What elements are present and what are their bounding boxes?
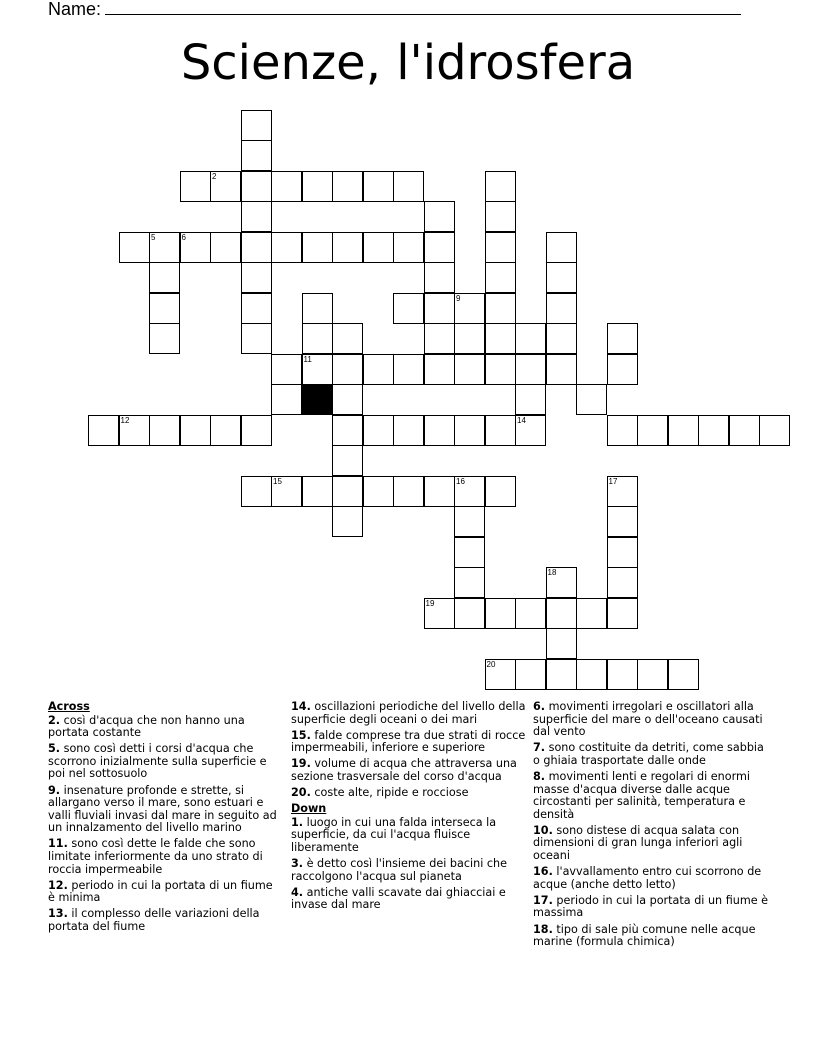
clue-number: 10.: [533, 823, 553, 837]
grid-cell[interactable]: [119, 415, 150, 446]
clue-number: 16.: [533, 865, 553, 879]
grid-cell[interactable]: [607, 567, 638, 598]
clue-number: 4.: [291, 885, 304, 899]
grid-cell[interactable]: [332, 476, 363, 507]
grid-cell[interactable]: [546, 293, 577, 324]
grid-cell[interactable]: [485, 323, 516, 354]
grid-cell[interactable]: [393, 476, 424, 507]
grid-cell[interactable]: [607, 415, 638, 446]
clue: [533, 924, 771, 949]
grid-cell[interactable]: [210, 171, 241, 202]
grid-cell[interactable]: [546, 354, 577, 385]
grid-cell[interactable]: [576, 659, 607, 690]
clue-number: 17: [608, 476, 618, 486]
clue: [533, 866, 771, 891]
clue-text: sono così detti i corsi d'acqua che scorrono inizialmente sulla superficie e poi nel sottosuolo: [48, 742, 267, 781]
grid-cell[interactable]: [88, 415, 119, 446]
clue-number: 9.: [48, 783, 61, 797]
grid-cell[interactable]: [668, 415, 699, 446]
clue-number: 14: [517, 415, 526, 425]
grid-cell[interactable]: [485, 415, 516, 446]
clues-column-3: [533, 701, 771, 952]
clue-number: 20: [486, 659, 496, 669]
black-cell: [302, 384, 333, 415]
clue-text: volume di acqua che attraversa una sezione trasversale del corso d'acqua: [291, 757, 517, 783]
clue: [48, 838, 280, 876]
clue-number: 12: [120, 415, 130, 425]
clue-text: sono distese di acqua salata con dimensioni di gran lunga inferiori agli oceani: [533, 823, 743, 863]
name-label: Name:: [48, 0, 102, 19]
grid-cell[interactable]: [180, 415, 211, 446]
grid-cell[interactable]: [241, 232, 272, 263]
clue-number: 2: [212, 171, 217, 181]
grid-cell[interactable]: [454, 293, 485, 324]
grid-cell[interactable]: [424, 476, 455, 507]
grid-cell[interactable]: [210, 415, 241, 446]
grid-cell[interactable]: [363, 476, 394, 507]
grid-cell[interactable]: [149, 262, 180, 293]
grid-cell[interactable]: [546, 323, 577, 354]
grid-cell[interactable]: [424, 415, 455, 446]
clue-number: 8.: [533, 769, 546, 783]
grid-cell[interactable]: [180, 171, 211, 202]
clue-number: 9: [456, 293, 461, 303]
grid-cell[interactable]: [607, 323, 638, 354]
clue-text: il complesso delle variazioni della portata del fiume: [48, 907, 260, 933]
grid-cell[interactable]: [576, 384, 607, 415]
grid-cell[interactable]: [241, 110, 272, 141]
grid-cell[interactable]: [454, 476, 485, 507]
grid-cell[interactable]: [271, 384, 302, 415]
grid-cell[interactable]: [485, 476, 516, 507]
grid-cell[interactable]: [515, 415, 546, 446]
grid-cell[interactable]: [454, 598, 485, 629]
name-blank-line[interactable]: [105, 0, 741, 15]
grid-cell[interactable]: [546, 598, 577, 629]
clue-number: 12.: [48, 878, 68, 892]
grid-cell[interactable]: [393, 354, 424, 385]
grid-cell[interactable]: [759, 415, 790, 446]
grid-cell[interactable]: [241, 323, 272, 354]
clue-text: è detto così l'insieme dei bacini che raccolgono l'acqua sul pianeta: [291, 857, 507, 883]
clue-number: 19.: [291, 757, 311, 771]
grid-cell[interactable]: [485, 293, 516, 324]
clue: [291, 758, 529, 783]
grid-cell[interactable]: [393, 415, 424, 446]
grid-cell[interactable]: [332, 323, 363, 354]
grid-cell[interactable]: [515, 384, 546, 415]
grid-cell[interactable]: [149, 415, 180, 446]
clue-number: 16: [456, 476, 465, 486]
grid-cell[interactable]: [485, 598, 516, 629]
clue: [291, 730, 529, 755]
grid-cell[interactable]: [607, 659, 638, 690]
grid-cell[interactable]: [607, 506, 638, 537]
grid-cell[interactable]: [363, 415, 394, 446]
grid-cell[interactable]: [546, 628, 577, 659]
clue: [533, 771, 771, 821]
grid-cell[interactable]: [424, 323, 455, 354]
grid-cell[interactable]: [302, 323, 333, 354]
grid-cell[interactable]: [454, 415, 485, 446]
grid-cell[interactable]: [607, 476, 638, 507]
grid-cell[interactable]: [424, 293, 455, 324]
clue-text: luogo in cui una falda interseca la superficie, da cui l'acqua fluisce liberamente: [291, 815, 497, 854]
grid-cell[interactable]: [454, 567, 485, 598]
clues-column-1: [48, 701, 280, 937]
clue-text: tipo di sale più comune nelle acque marine (formula chimica): [533, 922, 756, 949]
grid-cell[interactable]: [332, 232, 363, 263]
clue: [48, 743, 280, 781]
grid-cell[interactable]: [149, 323, 180, 354]
clue-number: 20.: [291, 786, 311, 800]
clue-number: 15.: [291, 728, 311, 742]
grid-cell[interactable]: [332, 171, 363, 202]
grid-cell[interactable]: [607, 354, 638, 385]
clue-number: 15: [273, 476, 282, 486]
grid-cell[interactable]: [515, 659, 546, 690]
grid-cell[interactable]: [668, 659, 699, 690]
grid-cell[interactable]: [332, 415, 363, 446]
grid-cell[interactable]: [546, 262, 577, 293]
grid-cell[interactable]: [546, 659, 577, 690]
grid-cell[interactable]: [332, 384, 363, 415]
clue-number: 18.: [533, 922, 553, 936]
clue-text: falde comprese tra due strati di rocce impermeabili, inferiore e superiore: [291, 728, 526, 755]
grid-cell[interactable]: [424, 354, 455, 385]
grid-cell[interactable]: [149, 232, 180, 263]
name-field[interactable]: [48, 0, 741, 20]
grid-cell[interactable]: [180, 232, 211, 263]
grid-cell[interactable]: [454, 354, 485, 385]
clue-text: così d'acqua che non hanno una portata costante: [48, 713, 245, 740]
grid-cell[interactable]: [515, 354, 546, 385]
grid-cell[interactable]: [424, 232, 455, 263]
grid-cell[interactable]: [454, 537, 485, 568]
clue-text: insenature profonde e strette, si allargano verso il mare, sono estuari e valli fluviali invasi dal mare in seguito ad un innalzamento del livello marino: [48, 783, 277, 835]
clue-number: 6.: [533, 700, 546, 713]
clue: [533, 825, 771, 863]
clue-number: 13.: [48, 907, 68, 921]
grid-cell[interactable]: [393, 293, 424, 324]
grid-cell[interactable]: [515, 323, 546, 354]
clue-text: movimenti irregolari e oscillatori alla superficie del mare o dell'oceano causati dal vento: [533, 700, 763, 739]
grid-cell[interactable]: [485, 659, 516, 690]
clue: [48, 880, 280, 905]
clue-number: 1.: [291, 815, 304, 829]
grid-cell[interactable]: [271, 354, 302, 385]
grid-cell[interactable]: [241, 293, 272, 324]
clue-number: 14.: [291, 700, 311, 713]
grid-cell[interactable]: [241, 201, 272, 232]
grid-cell[interactable]: [607, 598, 638, 629]
clue: [48, 715, 280, 740]
clue: [533, 701, 771, 739]
clue-number: 5.: [48, 742, 61, 756]
grid-cell[interactable]: [302, 171, 333, 202]
clue: [291, 858, 529, 883]
grid-cell[interactable]: [424, 262, 455, 293]
grid-cell[interactable]: [149, 293, 180, 324]
grid-cell[interactable]: [332, 354, 363, 385]
grid-cell[interactable]: [271, 232, 302, 263]
grid-cell[interactable]: [363, 232, 394, 263]
grid-cell[interactable]: [241, 140, 272, 171]
grid-cell[interactable]: [241, 476, 272, 507]
clue-text: periodo in cui la portata di un fiume è minima: [48, 878, 273, 905]
clue-text: movimenti lenti e regolari di enormi masse d'acqua diverse dalle acque circostanti per salinità, temperatura e densità: [533, 769, 750, 821]
grid-cell[interactable]: [332, 445, 363, 476]
clue-number: 7.: [533, 741, 546, 755]
grid-cell[interactable]: [485, 262, 516, 293]
grid-cell[interactable]: [302, 476, 333, 507]
grid-cell[interactable]: [302, 232, 333, 263]
grid-cell[interactable]: [515, 598, 546, 629]
clues-column-2: [291, 701, 529, 915]
clue-text: coste alte, ripide e rocciose: [314, 786, 469, 800]
grid-cell[interactable]: [729, 415, 760, 446]
grid-cell[interactable]: [393, 171, 424, 202]
grid-cell[interactable]: [424, 598, 455, 629]
clue-number: 11: [303, 354, 312, 364]
across-header: Across: [48, 700, 90, 713]
grid-cell[interactable]: [637, 659, 668, 690]
clue-text: antiche valli scavate dai ghiacciai e invase dal mare: [291, 885, 506, 912]
grid-cell[interactable]: [485, 232, 516, 263]
grid-cell[interactable]: [271, 476, 302, 507]
grid-cell[interactable]: [241, 415, 272, 446]
grid-cell[interactable]: [454, 323, 485, 354]
clue-text: l'avvallamento entro cui scorrono de acque (anche detto letto): [533, 865, 762, 891]
grid-cell[interactable]: [271, 171, 302, 202]
clue-text: sono costituite da detriti, come sabbia o ghiaia trasportate dalle onde: [533, 741, 764, 767]
clue: [291, 817, 529, 855]
grid-cell[interactable]: [210, 232, 241, 263]
grid-cell[interactable]: [363, 171, 394, 202]
grid-cell[interactable]: [302, 354, 333, 385]
clue-number: 6: [181, 232, 186, 242]
clue-number: 18: [547, 568, 557, 577]
grid-cell[interactable]: [698, 415, 729, 446]
clue-text: periodo in cui la portata di un fiume è massima: [533, 893, 769, 920]
grid-cell[interactable]: [546, 567, 577, 598]
clue: [48, 908, 280, 933]
grid-cell[interactable]: [393, 232, 424, 263]
clue: [291, 787, 529, 800]
grid-cell[interactable]: [241, 171, 272, 202]
grid-cell[interactable]: [637, 415, 668, 446]
grid-cell[interactable]: [332, 506, 363, 537]
clue-text: sono così dette le falde che sono limitate inferiormente da uno strato di roccia impermeabile: [48, 837, 263, 876]
grid-cell[interactable]: [119, 232, 150, 263]
page-title: Scienze, l'idrosfera: [180, 35, 636, 91]
grid-cell[interactable]: [485, 201, 516, 232]
grid-cell[interactable]: [424, 201, 455, 232]
grid-cell[interactable]: [485, 171, 516, 202]
clue: [291, 887, 529, 912]
down-header: Down: [291, 802, 327, 816]
clue: [48, 785, 280, 835]
grid-cell[interactable]: [576, 598, 607, 629]
clue: [533, 895, 771, 920]
clue-text: oscillazioni periodiche del livello della superficie degli oceani o dei mari: [291, 700, 526, 726]
grid-cell[interactable]: [546, 232, 577, 263]
grid-cell[interactable]: [363, 354, 394, 385]
clue-number: 3.: [291, 857, 304, 871]
clue: [291, 701, 529, 726]
grid-cell[interactable]: [485, 354, 516, 385]
clue-number: 2.: [48, 713, 61, 727]
clue-number: 5: [151, 232, 156, 242]
grid-cell[interactable]: [454, 506, 485, 537]
clue-number: 19: [425, 598, 435, 608]
clue: [533, 742, 771, 767]
clue-number: 11.: [48, 837, 68, 851]
grid-cell[interactable]: [607, 537, 638, 568]
clue-number: 17.: [533, 893, 553, 907]
grid-cell[interactable]: [241, 262, 272, 293]
grid-cell[interactable]: [302, 293, 333, 324]
